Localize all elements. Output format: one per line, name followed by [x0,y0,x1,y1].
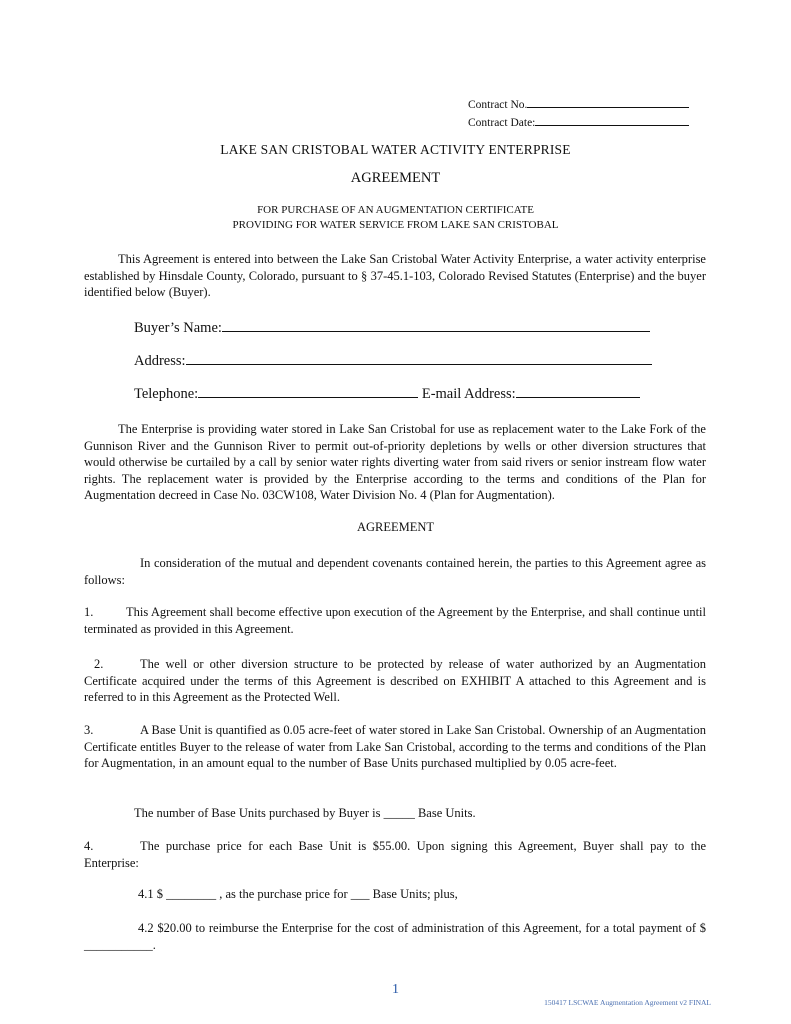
page-number: 1 [392,982,399,997]
clause-number: 3. [84,723,94,737]
subtitle-service: PROVIDING FOR WATER SERVICE FROM LAKE SAN CRISTOBAL [232,219,559,231]
clause-number: 4. [84,839,94,853]
subtitle-purchase: FOR PURCHASE OF AN AUGMENTATION CERTIFICATE [257,204,534,216]
agreement-heading: AGREEMENT [356,520,435,534]
consideration-paragraph: In consideration of the mutual and dependent covenants contained herein, the parties to this Agreement agree as follows: [84,556,706,587]
buyer-name-label: Buyer’s Name: [134,320,222,336]
address-label: Address: [134,353,186,369]
clause-2 [84,656,706,706]
enterprise-title: LAKE SAN CRISTOBAL WATER ACTIVITY ENTERPRISE [220,142,571,157]
contract-no-row [468,97,708,111]
clause-text: This Agreement shall become effective upon execution of the Agreement by the Enterprise, and shall continue until terminated as provided in this Agreement. [84,605,706,636]
clause-text: A Base Unit is quantified as 0.05 acre-feet of water stored in Lake San Cristobal. Ownership of an Augmentation Certificate entitles Buyer to the release of water from Lake San Cristobal, according to the terms and conditions of the Plan for Augmentation, in an amount equal to the number of Base Units purchased multiplied by 0.05 acre-feet. [84,723,706,770]
sub-clause-4-1: 4.1 $ ________ , as the purchase price for ___ Base Units; plus, [138,887,458,901]
buyer-name-blank[interactable] [222,317,650,332]
telephone-label: Telephone: [134,386,199,402]
email-label: E-mail Address: [421,386,516,402]
clause-text: The well or other diversion structure to be protected by release of water authorized by an Augmentation Certificate acquired under the terms of this Agreement is described on EXHIBIT A attached to this Agreement and is referred to in this Agreement as the Protected Well. [84,657,706,704]
base-units-line: The number of Base Units purchased by Buyer is _____ Base Units. [134,806,476,820]
contract-no-label: Contract No. [468,99,528,111]
agreement-title: AGREEMENT [350,170,441,186]
clause-text: The purchase price for each Base Unit is $55.00. Upon signing this Agreement, Buyer shall pay to the Enterprise: [84,839,706,870]
clause-4 [84,838,706,871]
footer-filename: 150417 LSCWAE Augmentation Agreement v2 FINAL [544,998,711,1007]
telephone-blank[interactable] [198,383,418,398]
clause-3 [84,722,706,772]
clause-number: 1. [84,605,94,619]
contact-row [134,383,640,403]
recital-paragraph: The Enterprise is providing water stored in Lake San Cristobal for use as replacement water to the Lake Fork of the Gunnison River and the Gunnison River to permit out-of-priority depletions by wells or other diversion structures that would otherwise be curtailed by a call by senior water rights diverting water from said rivers or senior instream flow water rights. The replacement water is provided by the Enterprise according to the terms and conditions of the Plan for Augmentation decreed in Case No. 03CW108, Water Division No. 4 (Plan for Augmentation). [84,422,706,502]
sub-clause-4-2: 4.2 $20.00 to reimburse the Enterprise for the cost of administration of this Agreement, for a total payment of $ ___________. [84,921,706,952]
clause-number: 2. [94,657,104,671]
address-row [134,350,652,370]
contract-no-blank[interactable] [527,97,689,108]
buyer-name-row [134,317,650,337]
clause-1 [84,604,706,637]
contract-date-label: Contract Date: [468,117,536,129]
address-blank[interactable] [186,350,652,365]
email-blank[interactable] [516,383,640,398]
contract-date-row [468,115,708,129]
contract-date-blank[interactable] [535,115,689,126]
intro-paragraph: This Agreement is entered into between the Lake San Cristobal Water Activity Enterprise, a water activity enterprise established by Hinsdale County, Colorado, pursuant to § 37-45.1-103, Colorado Revised Statutes (Enterprise) and the buyer identified below (Buyer). [84,252,706,299]
